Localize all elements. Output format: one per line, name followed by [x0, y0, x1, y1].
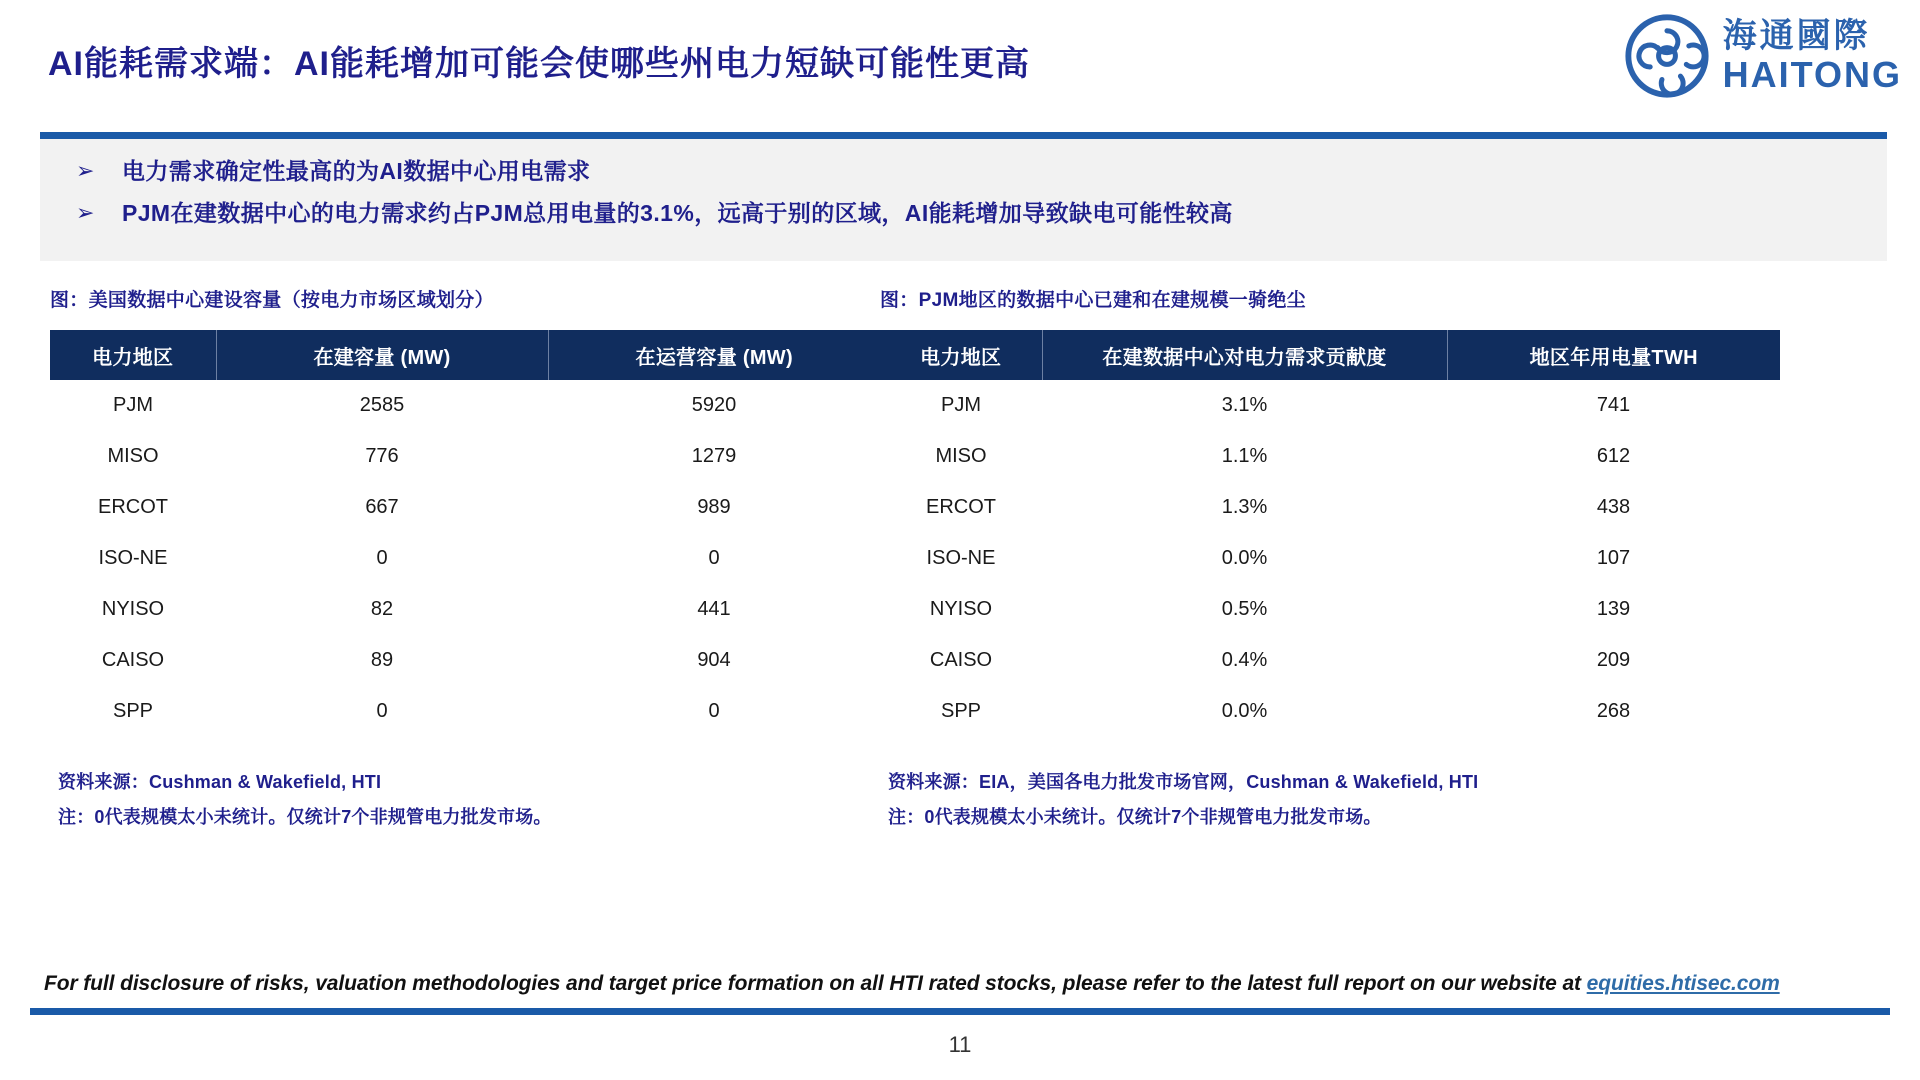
cell-demand-contribution: 1.3% — [1042, 482, 1447, 533]
footer-disclaimer-text: For full disclosure of risks, valuation methodologies and target price formation on all HTI rated stocks, please refer to the latest full report on our website at — [44, 972, 1587, 995]
cell-region: ERCOT — [880, 482, 1042, 533]
footer-disclaimer — [44, 972, 1884, 996]
cell-operational: 989 — [548, 482, 880, 533]
column-header-annual-consumption: 地区年用电量TWH — [1447, 330, 1780, 380]
logo-text — [1723, 19, 1902, 93]
right-data-table — [880, 330, 1780, 737]
cell-annual-consumption: 741 — [1447, 380, 1780, 431]
header-divider-rule — [40, 132, 1887, 139]
cell-operational: 904 — [548, 635, 880, 686]
left-notes — [50, 765, 880, 835]
cell-annual-consumption: 209 — [1447, 635, 1780, 686]
cell-under-construction: 89 — [216, 635, 548, 686]
key-points-band — [40, 139, 1887, 261]
arrow-bullet-icon: ➢ — [76, 158, 95, 183]
slide-header — [0, 0, 1920, 120]
cell-region: SPP — [50, 686, 216, 737]
cell-region: SPP — [880, 686, 1042, 737]
table-row — [50, 533, 880, 584]
cell-operational: 441 — [548, 584, 880, 635]
cell-region: ERCOT — [50, 482, 216, 533]
cell-under-construction: 2585 — [216, 380, 548, 431]
left-data-table — [50, 330, 880, 737]
cell-region: NYISO — [880, 584, 1042, 635]
cell-region: PJM — [50, 380, 216, 431]
table-row — [50, 380, 880, 431]
cell-region: ISO-NE — [50, 533, 216, 584]
haitong-emblem-icon — [1625, 14, 1709, 98]
right-source-line: 资料来源：EIA，美国各电力批发市场官网，Cushman & Wakefield, HTI — [888, 772, 1479, 792]
cell-operational: 5920 — [548, 380, 880, 431]
column-header-demand-contribution: 在建数据中心对电力需求贡献度 — [1042, 330, 1447, 380]
table-row — [880, 380, 1780, 431]
cell-under-construction: 667 — [216, 482, 548, 533]
cell-region: MISO — [880, 431, 1042, 482]
table-row — [880, 686, 1780, 737]
cell-under-construction: 0 — [216, 686, 548, 737]
column-header-region: 电力地区 — [880, 330, 1042, 380]
haitong-logo — [1625, 14, 1902, 98]
cell-under-construction: 0 — [216, 533, 548, 584]
cell-demand-contribution: 1.1% — [1042, 431, 1447, 482]
right-figure-caption: 图：PJM地区的数据中心已建和在建规模一骑绝尘 — [880, 290, 1306, 311]
cell-annual-consumption: 612 — [1447, 431, 1780, 482]
arrow-bullet-icon: ➢ — [76, 200, 95, 225]
cell-region: MISO — [50, 431, 216, 482]
cell-operational: 0 — [548, 686, 880, 737]
bullet-text: 电力需求确定性最高的为AI数据中心用电需求 — [122, 158, 591, 184]
page-title: AI能耗需求端：AI能耗增加可能会使哪些州电力短缺可能性更高 — [48, 45, 1030, 83]
cell-region: ISO-NE — [880, 533, 1042, 584]
cell-annual-consumption: 268 — [1447, 686, 1780, 737]
cell-operational: 0 — [548, 533, 880, 584]
cell-region: PJM — [880, 380, 1042, 431]
table-row — [880, 533, 1780, 584]
left-figure-caption: 图：美国数据中心建设容量（按电力市场区域划分） — [50, 290, 494, 311]
cell-demand-contribution: 0.0% — [1042, 533, 1447, 584]
table-row — [880, 431, 1780, 482]
cell-demand-contribution: 0.5% — [1042, 584, 1447, 635]
cell-region: CAISO — [880, 635, 1042, 686]
table-row — [880, 635, 1780, 686]
right-note-line: 注：0代表规模太小未统计。仅统计7个非规管电力批发市场。 — [888, 807, 1382, 827]
cell-demand-contribution: 3.1% — [1042, 380, 1447, 431]
table-row — [50, 635, 880, 686]
table-row — [880, 584, 1780, 635]
footer-website-link[interactable]: equities.htisec.com — [1586, 972, 1780, 995]
cell-annual-consumption: 107 — [1447, 533, 1780, 584]
cell-operational: 1279 — [548, 431, 880, 482]
cell-annual-consumption: 139 — [1447, 584, 1780, 635]
logo-chinese-name: 海通國際 — [1722, 17, 1871, 55]
table-row — [880, 482, 1780, 533]
right-figure-panel — [880, 285, 1780, 835]
right-notes — [880, 765, 1780, 835]
footer-divider-rule — [30, 1008, 1890, 1015]
left-figure-panel — [50, 285, 880, 835]
table-row — [50, 584, 880, 635]
table-header-row — [880, 330, 1780, 380]
cell-demand-contribution: 0.0% — [1042, 686, 1447, 737]
cell-region: NYISO — [50, 584, 216, 635]
cell-demand-contribution: 0.4% — [1042, 635, 1447, 686]
bullet-text: PJM在建数据中心的电力需求约占PJM总用电量的3.1%，远高于别的区域，AI能耗增加导致缺电可能性较高 — [122, 200, 1233, 226]
cell-under-construction: 776 — [216, 431, 548, 482]
table-row — [50, 686, 880, 737]
cell-under-construction: 82 — [216, 584, 548, 635]
cell-region: CAISO — [50, 635, 216, 686]
left-source-line: 资料来源：Cushman & Wakefield, HTI — [58, 772, 382, 792]
column-header-region: 电力地区 — [50, 330, 216, 380]
page-number: 11 — [948, 1032, 972, 1057]
bullet-item — [40, 157, 1887, 185]
cell-annual-consumption: 438 — [1447, 482, 1780, 533]
table-row — [50, 431, 880, 482]
bullet-item — [40, 199, 1887, 227]
table-row — [50, 482, 880, 533]
left-note-line: 注：0代表规模太小未统计。仅统计7个非规管电力批发市场。 — [58, 807, 552, 827]
column-header-under-construction: 在建容量 (MW) — [216, 330, 548, 380]
column-header-operational: 在运营容量 (MW) — [548, 330, 880, 380]
table-header-row — [50, 330, 880, 380]
logo-english-name: HAITONG — [1722, 54, 1902, 95]
